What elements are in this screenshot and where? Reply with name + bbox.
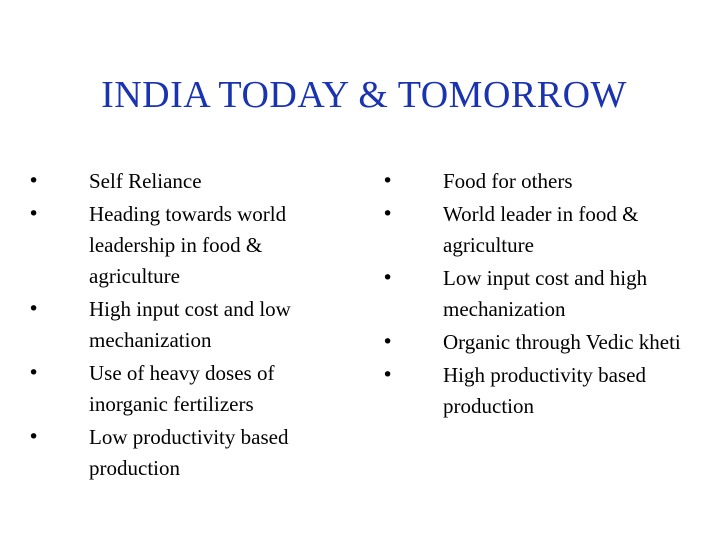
bullet-icon: • xyxy=(382,203,394,225)
bullet-icon: • xyxy=(28,203,40,225)
bullet-text: Heading towards world leadership in food & agriculture xyxy=(89,202,287,288)
bullet-icon: • xyxy=(28,170,40,192)
bullet-icon: • xyxy=(382,331,394,353)
bullet-item xyxy=(28,199,338,292)
bullet-item xyxy=(28,422,338,484)
bullet-item xyxy=(382,360,682,422)
bullet-item xyxy=(382,166,682,197)
bullet-item xyxy=(28,358,338,420)
bullet-icon: • xyxy=(382,267,394,289)
bullet-text: Food for others xyxy=(443,169,573,193)
bullet-text: Low productivity based production xyxy=(89,425,289,480)
bullet-text: Organic through Vedic kheti xyxy=(443,330,681,354)
bullet-text: High input cost and low mechanization xyxy=(89,297,291,352)
bullet-item xyxy=(28,294,338,356)
bullet-text: Self Reliance xyxy=(89,169,202,193)
bullet-icon: • xyxy=(382,170,394,192)
today-bullet-list xyxy=(28,166,338,486)
bullet-text: Use of heavy doses of inorganic fertilizers xyxy=(89,361,275,416)
bullet-item xyxy=(28,166,338,197)
bullet-icon: • xyxy=(28,426,40,448)
bullet-icon: • xyxy=(28,298,40,320)
tomorrow-bullet-list xyxy=(382,166,682,424)
bullet-icon: • xyxy=(28,362,40,384)
slide-title: INDIA TODAY & TOMORROW xyxy=(101,74,627,116)
bullet-icon: • xyxy=(382,364,394,386)
bullet-text: High productivity based production xyxy=(443,363,646,418)
bullet-item xyxy=(382,327,682,358)
bullet-item xyxy=(382,263,682,325)
bullet-item xyxy=(382,199,682,261)
bullet-text: Low input cost and high mechanization xyxy=(443,266,648,321)
bullet-text: World leader in food & agriculture xyxy=(443,202,639,257)
